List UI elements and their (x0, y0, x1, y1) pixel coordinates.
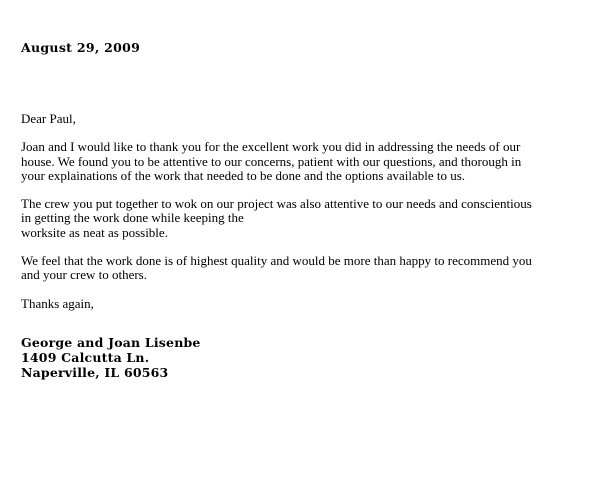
paragraph-line: The crew you put together to wok on our project was also attentive to our needs and conscientious (21, 196, 532, 212)
letter-date: August 29, 2009 (21, 40, 141, 55)
paragraph-line: house. We found you to be attentive to our concerns, patient with our questions, and thorough in (21, 153, 522, 169)
signature-street: 1409 Calcutta Ln. (21, 350, 150, 365)
paragraph-line: in getting the work done while keeping the (21, 210, 244, 226)
paragraph-thanks (21, 140, 587, 183)
paragraph-line: your explainations of the work that needed to be done and the options available to us. (21, 167, 466, 183)
paragraph-crew (21, 197, 587, 240)
closing: Thanks again, (21, 295, 94, 311)
salutation: Dear Paul, (21, 111, 76, 126)
letter-body (21, 112, 587, 325)
signature-name: George and Joan Lisenbe (21, 335, 201, 350)
paragraph-recommend (21, 254, 587, 283)
signature-block (21, 335, 201, 380)
paragraph-line: We feel that the work done is of highest quality and would be more than happy to recommend you (21, 253, 532, 269)
signature-city: Naperville, IL 60563 (21, 365, 169, 380)
paragraph-line: Joan and I would like to thank you for the excellent work you did in addressing the needs of our (21, 139, 521, 155)
paragraph-line: worksite as neat as possible. (21, 224, 168, 240)
paragraph-line: and your crew to others. (21, 267, 147, 283)
